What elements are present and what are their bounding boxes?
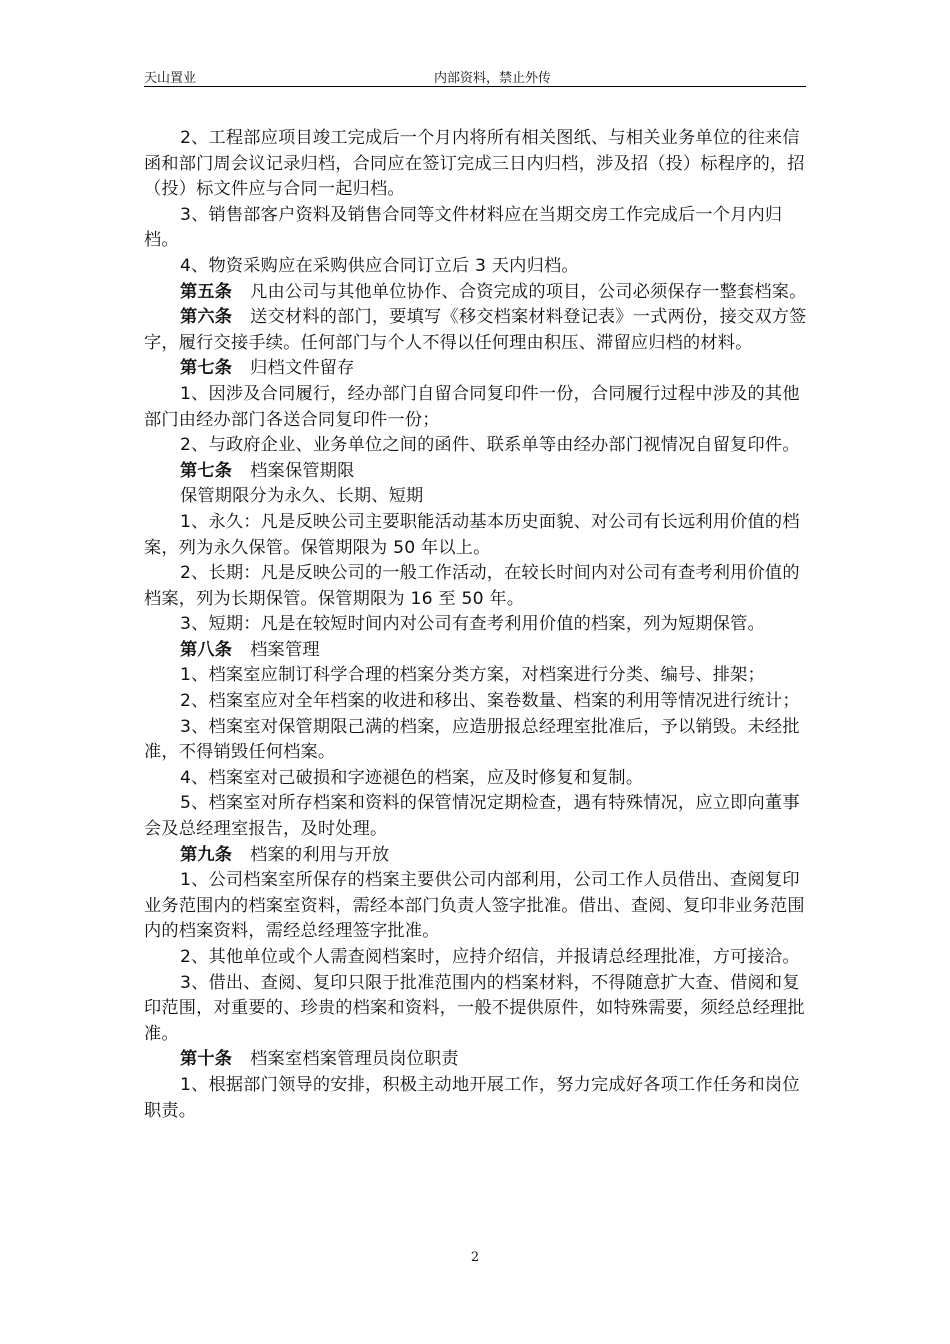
paragraph: 2、工程部应项目竣工完成后一个月内将所有相关图纸、与相关业务单位的往来信函和部门周会议记录归档，合同应在签订完成三日内归档，涉及招（投）标程序的，招（投）标文件应与合同一起归档。 <box>144 128 805 200</box>
document-body <box>144 126 808 1124</box>
paragraph: 1、公司档案室所保存的档案主要供公司内部利用，公司工作人员借出、查阅复印业务范围内的档案室资料，需经本部门负责人签字批准。借出、查阅、复印非业务范围内的档案资料，需经总经理签字批准。 <box>144 870 805 942</box>
paragraph: 1、档案室应制订科学合理的档案分类方案，对档案进行分类、编号、排架； <box>180 665 765 686</box>
article-paragraph: 第七条 档案保管期限 <box>180 460 355 481</box>
paragraph: 3、销售部客户资料及销售合同等文件材料应在当期交房工作完成后一个月内归档。 <box>144 204 783 251</box>
article-number: 第八条 <box>180 639 233 660</box>
article-number: 第十条 <box>180 1049 233 1070</box>
page-number: 2 <box>470 1250 480 1265</box>
article-paragraph: 第十条 档案室档案管理员岗位职责 <box>180 1049 459 1070</box>
paragraph: 2、档案室应对全年档案的收进和移出、案卷数量、档案的利用等情况进行统计； <box>180 691 800 712</box>
paragraph: 3、短期：凡是在较短时间内对公司有查考利用价值的档案，列为短期保管。 <box>180 614 765 635</box>
article-number: 第六条 <box>180 307 233 328</box>
paragraph: 4、物资采购应在采购供应合同订立后 3 天内归档。 <box>180 255 579 276</box>
article-paragraph: 第九条 档案的利用与开放 <box>180 844 390 865</box>
paragraph: 4、档案室对己破损和字迹褪色的档案，应及时修复和复制。 <box>180 767 644 788</box>
paragraph: 2、其他单位或个人需查阅档案时，应持介绍信，并报请总经理批准，方可接洽。 <box>180 947 800 967</box>
article-paragraph: 第七条 归档文件留存 <box>180 358 355 379</box>
paragraph: 2、长期：凡是反映公司的一般工作活动，在较长时间内对公司有查考利用价值的档案，列为长期保管。保管期限为 16 至 50 年。 <box>144 563 800 609</box>
paragraph: 1、根据部门领导的安排，积极主动地开展工作，努力完成好各项工作任务和岗位职责。 <box>144 1074 800 1121</box>
paragraph: 2、与政府企业、业务单位之间的函件、联系单等由经办部门视情况自留复印件。 <box>180 435 800 456</box>
article-number: 第九条 <box>180 844 233 865</box>
article-paragraph: 第八条 档案管理 <box>180 639 320 660</box>
paragraph: 3、档案室对保管期限己满的档案，应造册报总经理室批准后，予以销毁。未经批准，不得销毁任何档案。 <box>144 716 800 763</box>
header-company: 天山置业 <box>144 71 197 86</box>
article-number: 第五条 <box>180 281 233 302</box>
paragraph: 1、永久：凡是反映公司主要职能活动基本历史面貌、对公司有长远利用价值的档案，列为永久保管。保管期限为 50 年以上。 <box>144 511 800 558</box>
paragraph: 5、档案室对所存档案和资料的保管情况定期检查，遇有特殊情况，应立即向董事会及总经理室报告，及时处理。 <box>144 793 800 840</box>
paragraph: 1、因涉及合同履行，经办部门自留合同复印件一份，合同履行过程中涉及的其他部门由经办部门各送合同复印件一份； <box>144 383 800 430</box>
article-paragraph: 第五条 凡由公司与其他单位协作、合资完成的项目，公司必须保存一整套档案。 <box>180 281 807 302</box>
paragraph: 保管期限分为永久、长期、短期 <box>180 486 424 507</box>
article-number: 第七条 <box>180 358 233 379</box>
paragraph: 3、借出、查阅、复印只限于批准范围内的档案材料，不得随意扩大查、借阅和复印范围，对重要的、珍贵的档案和资料，一般不提供原件，如特殊需要，须经总经理批准。 <box>144 972 805 1044</box>
article-paragraph: 第六条 送交材料的部门，要填写《移交档案材料登记表》一式两份，接交双方签字，履行交接手续。任何部门与个人不得以任何理由积压、滞留应归档的材料。 <box>144 307 807 353</box>
article-number: 第七条 <box>180 460 233 481</box>
page-header <box>144 64 806 87</box>
header-notice: 内部资料，禁止外传 <box>434 71 552 86</box>
